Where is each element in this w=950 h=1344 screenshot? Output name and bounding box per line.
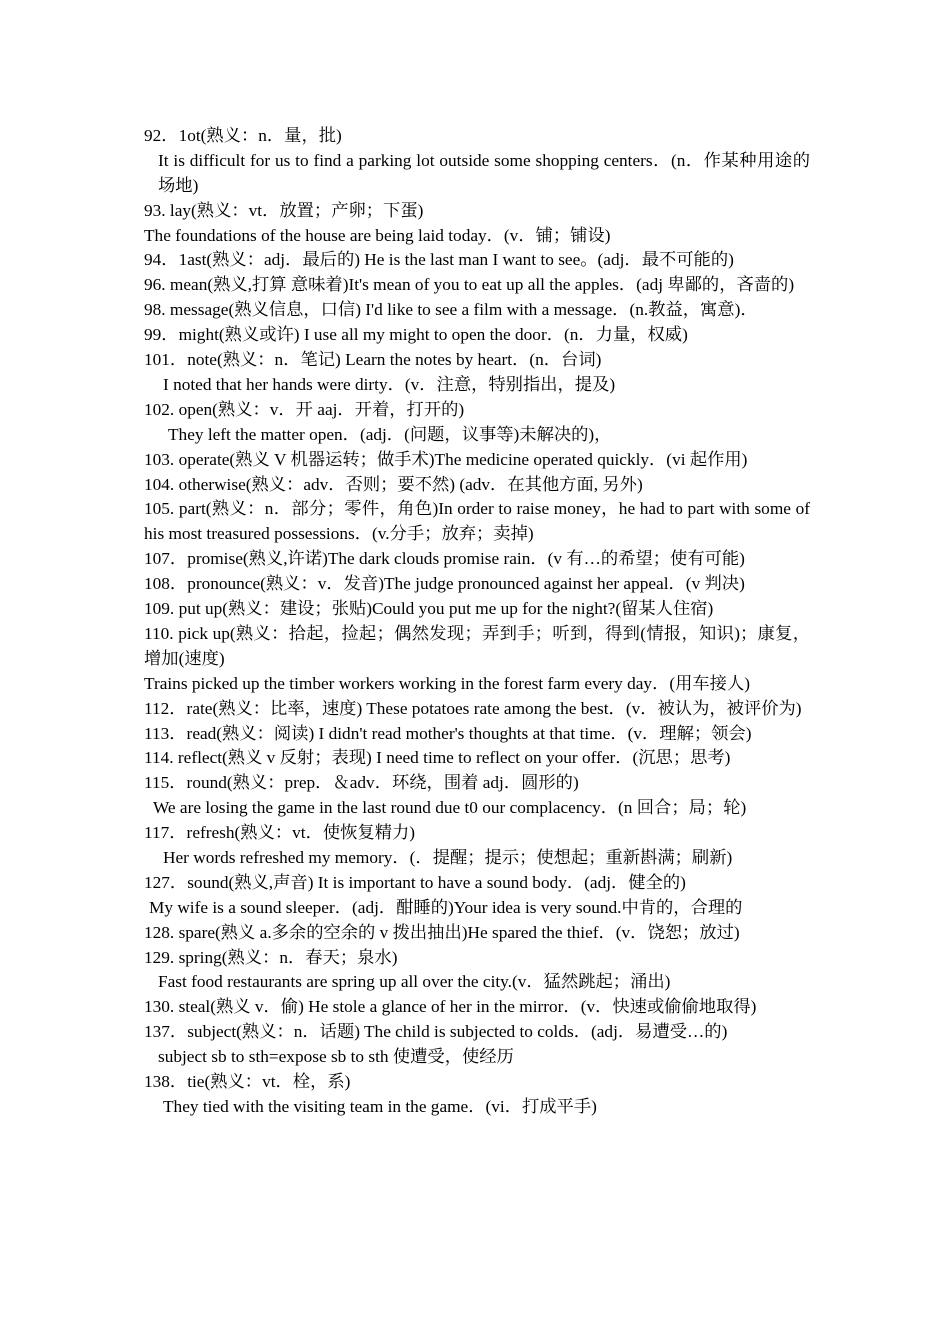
text-line: 114. reflect(熟义 v 反射；表现) I need time to reflect on your offer．(沉思；思考) — [144, 748, 731, 768]
text-line: 104. otherwise(熟义：adv．否则；要不然) (adv．在其他方面, 另外) — [144, 474, 643, 494]
text-line: They left the matter open．(adj．(问题，议事等)未解决的)， — [168, 424, 612, 444]
text-line: 128. spare(熟义 a.多余的空余的 v 拨出抽出)He spared the thief．(v．饶恕；放过) — [144, 922, 740, 942]
text-line: Her words refreshed my memory．(．提醒；提示；使想起；重新斟满；刷新) — [163, 847, 733, 867]
text-line: 127．sound(熟义,声音) It is important to have a sound body．(adj．健全的) — [144, 872, 686, 892]
text-line: 102. open(熟义：v．开 aaj．开着，打开的) — [144, 399, 465, 419]
text-line: 112．rate(熟义：比率，速度) These potatoes rate among the best．(v．被认为，被评价为) — [144, 698, 802, 718]
text-line: Fast food restaurants are spring up all over the city.(v．猛然跳起；涌出) — [158, 972, 671, 992]
text-line: 115．round(熟义：prep．＆adv．环绕，围着 adj．圆形的) — [144, 773, 579, 793]
text-line: 108．pronounce(熟义：v．发音)The judge pronounced against her appeal．(v 判决) — [144, 574, 745, 594]
text-line: 109. put up(熟义：建设；张贴)Could you put me up for the night?(留某人住宿) — [144, 599, 714, 618]
text-line: 138．tie(熟义：vt．栓，系) — [144, 1072, 351, 1091]
text-line: We are losing the game in the last round due t0 our complacency．(n 回合；局；轮) — [153, 798, 747, 818]
text-line: 130. steal(熟义 v．偷) He stole a glance of her in the mirror．(v．快速或偷偷地取得) — [144, 997, 757, 1017]
text-line: My wife is a sound sleeper．(adj．酣睡的)Your idea is very sound.中肯的，合理的 — [149, 897, 743, 917]
text-line: 94．1ast(熟义：adj．最后的) He is the last man I want to see。(adj．最不可能的) — [144, 250, 734, 270]
text-line: 99．might(熟义或许) I use all my might to open the door．(n．力量，权威) — [144, 325, 688, 345]
text-line: 113．read(熟义：阅读) I didn't read mother's thoughts at that time．(v．理解；领会) — [144, 723, 752, 743]
text-line: 107．promise(熟义,许诺)The dark clouds promise rain．(v 有…的希望；使有可能) — [144, 549, 745, 569]
text-line: 117．refresh(熟义：vt．使恢复精力) — [144, 823, 416, 843]
text-line: 105. part(熟义：n．部分；零件，角色)In order to raise money，he had to part with some of his most treasured possessions．(v.分手；放弃；卖掉) — [144, 499, 810, 544]
text-line: 93. lay(熟义：vt．放置；产卵；下蛋) — [144, 200, 424, 220]
text-line: 129. spring(熟义：n．春天；泉水) — [144, 947, 398, 967]
text-line: It is difficult for us to find a parking lot outside some shopping centers．(n．作某种用途的场地) — [158, 150, 810, 195]
text-line: 137．subject(熟义：n．话题) The child is subjected to colds．(adj．易遭受…的) — [144, 1022, 728, 1042]
text-line: The foundations of the house are being laid today．(v．铺；铺设) — [144, 225, 611, 245]
text-line: 101．note(熟义：n．笔记) Learn the notes by heart．(n．台词) — [144, 350, 602, 370]
text-line: I noted that her hands were dirty．(v．注意，特别指出，提及) — [163, 374, 616, 394]
text-line: 96. mean(熟义,打算 意味着)It's mean of you to eat up all the apples．(adj 卑鄙的，吝啬的) — [144, 275, 795, 295]
text-line: subject sb to sth=expose sb to sth 使遭受，使经历 — [158, 1047, 514, 1067]
text-line: 103. operate(熟义 V 机器运转；做手术)The medicine operated quickly．(vi 起作用) — [144, 449, 748, 469]
text-line: Trains picked up the timber workers working in the forest farm every day．(用车接人) — [144, 673, 750, 693]
text-line: 92．1ot(熟义：n．量，批) — [144, 126, 342, 145]
text-line: They tied with the visiting team in the game．(vi．打成平手) — [163, 1096, 597, 1116]
document-page — [144, 124, 810, 1120]
text-line: 110. pick up(熟义：拾起，捡起；偶然发现；弄到手；听到，得到(情报，知识)；康复，增加(速度) — [144, 623, 810, 668]
text-line: 98. message(熟义信息，口信) I'd like to see a film with a message．(n.教益，寓意)． — [144, 300, 758, 320]
